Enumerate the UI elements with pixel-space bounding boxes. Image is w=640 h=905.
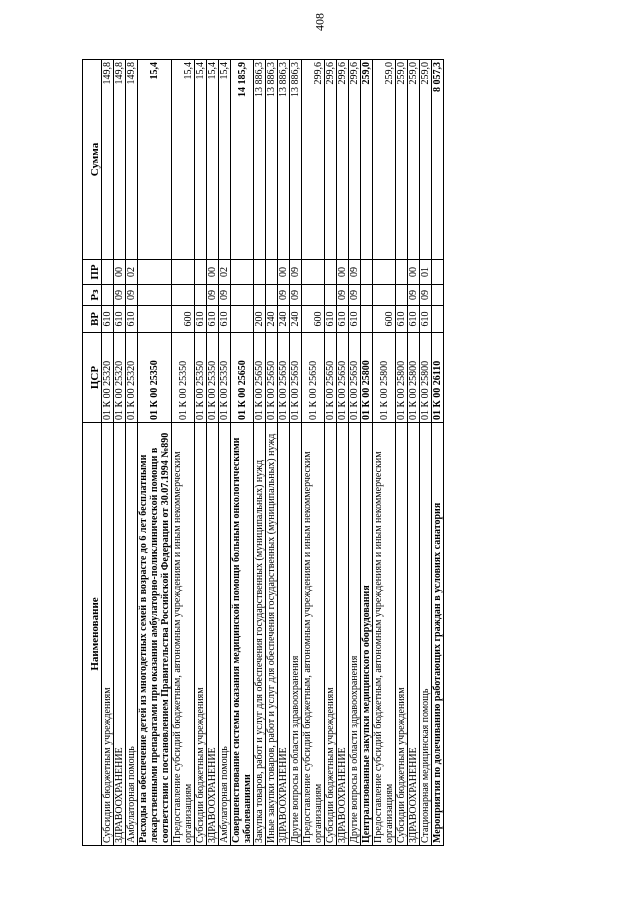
cell-pr bbox=[302, 260, 325, 285]
cell-sum: 15,4 bbox=[195, 60, 207, 260]
cell-vr: 610 bbox=[126, 306, 138, 333]
cell-vr: 610 bbox=[102, 306, 114, 333]
cell-sum: 299,6 bbox=[349, 60, 361, 260]
cell-name: Амбулаторная помощь bbox=[126, 423, 138, 846]
cell-name: Предоставление субсидий бюджетным, автономным учреждениям и иным некоммерческим организациям bbox=[373, 423, 396, 846]
cell-vr: 610 bbox=[349, 306, 361, 333]
cell-rz: 09 bbox=[126, 285, 138, 306]
cell-csr: 01 К 00 25650 bbox=[290, 333, 302, 423]
cell-name: Стационарная медицинская помощь bbox=[420, 423, 432, 846]
header-sum: Сумма bbox=[83, 60, 102, 260]
cell-rz: 09 bbox=[408, 285, 420, 306]
cell-pr bbox=[373, 260, 396, 285]
cell-sum: 13 886,3 bbox=[266, 60, 278, 260]
cell-pr: 00 bbox=[278, 260, 290, 285]
cell-name: Закупка товаров, работ и услуг для обеспечения государственных (муниципальных) нужд bbox=[254, 423, 266, 846]
cell-name: Расходы на обеспечение детей из многодетных семей в возрасте до 6 лет бесплатными лекарственными препаратами при оказании амбулаторно-поликлинической помощи в соответствии с постановлением Правительства Российской Федерации от 30.07.1994 №890 bbox=[138, 423, 172, 846]
cell-rz: 09 bbox=[349, 285, 361, 306]
cell-csr: 01 К 00 25650 bbox=[349, 333, 361, 423]
cell-name: Централизованные закупки медицинского оборудования bbox=[361, 423, 373, 846]
cell-rz: 09 bbox=[290, 285, 302, 306]
table-body bbox=[102, 60, 444, 846]
table-row bbox=[266, 60, 278, 846]
header-pr: ПР bbox=[83, 260, 102, 285]
table-row bbox=[102, 60, 114, 846]
table-row bbox=[254, 60, 266, 846]
cell-sum: 8 057,3 bbox=[432, 60, 444, 260]
cell-rz bbox=[102, 285, 114, 306]
cell-csr: 01 К 00 25650 bbox=[254, 333, 266, 423]
table-row bbox=[219, 60, 231, 846]
cell-name: Мероприятия по долечиванию работающих граждан в условиях санатория bbox=[432, 423, 444, 846]
header-row bbox=[83, 60, 102, 846]
cell-name: ЗДРАВООХРАНЕНИЕ bbox=[114, 423, 126, 846]
cell-rz: 09 bbox=[337, 285, 349, 306]
cell-csr: 01 К 00 25650 bbox=[337, 333, 349, 423]
cell-vr: 600 bbox=[172, 306, 195, 333]
cell-pr bbox=[254, 260, 266, 285]
header-csr: ЦСР bbox=[83, 333, 102, 423]
cell-rz bbox=[432, 285, 444, 306]
table-row bbox=[396, 60, 408, 846]
cell-sum: 13 886,3 bbox=[290, 60, 302, 260]
cell-rz bbox=[325, 285, 337, 306]
cell-pr bbox=[325, 260, 337, 285]
cell-rz bbox=[396, 285, 408, 306]
cell-csr: 01 К 00 25350 bbox=[172, 333, 195, 423]
cell-vr bbox=[231, 306, 254, 333]
cell-sum: 259,0 bbox=[408, 60, 420, 260]
cell-vr bbox=[432, 306, 444, 333]
cell-vr: 610 bbox=[195, 306, 207, 333]
cell-rz: 09 bbox=[278, 285, 290, 306]
cell-rz bbox=[138, 285, 172, 306]
cell-sum: 149,8 bbox=[114, 60, 126, 260]
cell-name: ЗДРАВООХРАНЕНИЕ bbox=[278, 423, 290, 846]
cell-sum: 299,6 bbox=[337, 60, 349, 260]
header-vr: ВР bbox=[83, 306, 102, 333]
cell-vr: 240 bbox=[266, 306, 278, 333]
table-row-section bbox=[432, 60, 444, 846]
cell-name: ЗДРАВООХРАНЕНИЕ bbox=[337, 423, 349, 846]
cell-name: Совершенствование системы оказания медицинской помощи больным онкологическими заболеваниями bbox=[231, 423, 254, 846]
cell-csr: 01 К 00 25800 bbox=[361, 333, 373, 423]
table-row bbox=[126, 60, 138, 846]
table-container bbox=[82, 60, 582, 846]
cell-vr: 200 bbox=[254, 306, 266, 333]
cell-pr: 00 bbox=[114, 260, 126, 285]
cell-pr bbox=[138, 260, 172, 285]
cell-sum: 15,4 bbox=[172, 60, 195, 260]
cell-pr bbox=[195, 260, 207, 285]
cell-name: ЗДРАВООХРАНЕНИЕ bbox=[207, 423, 219, 846]
table-row bbox=[408, 60, 420, 846]
cell-name: Субсидии бюджетным учреждениям bbox=[195, 423, 207, 846]
cell-sum: 14 185,9 bbox=[231, 60, 254, 260]
cell-sum: 13 886,3 bbox=[278, 60, 290, 260]
cell-csr: 01 К 00 25350 bbox=[219, 333, 231, 423]
cell-name: Другие вопросы в области здравоохранения bbox=[290, 423, 302, 846]
cell-sum: 259,0 bbox=[361, 60, 373, 260]
cell-vr: 610 bbox=[325, 306, 337, 333]
table-row bbox=[172, 60, 195, 846]
cell-csr: 01 К 00 25320 bbox=[126, 333, 138, 423]
header-rz: Рз bbox=[83, 285, 102, 306]
cell-sum: 259,0 bbox=[373, 60, 396, 260]
cell-vr bbox=[138, 306, 172, 333]
cell-csr: 01 К 00 25800 bbox=[408, 333, 420, 423]
cell-vr: 240 bbox=[278, 306, 290, 333]
table-row bbox=[420, 60, 432, 846]
cell-csr: 01 К 00 25650 bbox=[302, 333, 325, 423]
cell-name: Предоставление субсидий бюджетным, автономным учреждениям и иным некоммерческим организациям bbox=[172, 423, 195, 846]
cell-rz: 09 bbox=[114, 285, 126, 306]
page-number bbox=[308, 14, 332, 30]
cell-pr bbox=[102, 260, 114, 285]
cell-sum: 15,4 bbox=[138, 60, 172, 260]
cell-rz bbox=[361, 285, 373, 306]
cell-pr: 00 bbox=[408, 260, 420, 285]
cell-sum: 259,0 bbox=[420, 60, 432, 260]
cell-pr: 09 bbox=[349, 260, 361, 285]
cell-rz bbox=[195, 285, 207, 306]
cell-pr: 09 bbox=[290, 260, 302, 285]
cell-vr: 610 bbox=[219, 306, 231, 333]
cell-sum: 149,8 bbox=[102, 60, 114, 260]
cell-csr: 01 К 00 25320 bbox=[102, 333, 114, 423]
cell-pr bbox=[266, 260, 278, 285]
cell-rz bbox=[231, 285, 254, 306]
cell-csr: 01 К 00 25650 bbox=[266, 333, 278, 423]
cell-csr: 01 К 00 25320 bbox=[114, 333, 126, 423]
header-name: Наименование bbox=[83, 423, 102, 846]
cell-pr bbox=[172, 260, 195, 285]
cell-rz: 09 bbox=[420, 285, 432, 306]
cell-csr: 01 К 00 25350 bbox=[195, 333, 207, 423]
cell-name: Другие вопросы в области здравоохранения bbox=[349, 423, 361, 846]
cell-vr: 610 bbox=[114, 306, 126, 333]
table-row bbox=[349, 60, 361, 846]
cell-sum: 259,0 bbox=[396, 60, 408, 260]
cell-vr: 610 bbox=[408, 306, 420, 333]
cell-csr: 01 К 00 25650 bbox=[231, 333, 254, 423]
cell-name: ЗДРАВООХРАНЕНИЕ bbox=[408, 423, 420, 846]
table-row bbox=[373, 60, 396, 846]
cell-pr: 01 bbox=[420, 260, 432, 285]
cell-pr bbox=[396, 260, 408, 285]
table-row bbox=[337, 60, 349, 846]
cell-rz bbox=[373, 285, 396, 306]
cell-csr: 01 К 00 26110 bbox=[432, 333, 444, 423]
cell-vr: 240 bbox=[290, 306, 302, 333]
cell-name: Субсидии бюджетным учреждениям bbox=[396, 423, 408, 846]
cell-pr: 02 bbox=[219, 260, 231, 285]
cell-pr: 02 bbox=[126, 260, 138, 285]
cell-name: Иные закупки товаров, работ и услуг для обеспечения государственных (муниципальных) нужд bbox=[266, 423, 278, 846]
cell-rz bbox=[302, 285, 325, 306]
table-row bbox=[114, 60, 126, 846]
cell-vr: 600 bbox=[302, 306, 325, 333]
cell-vr bbox=[361, 306, 373, 333]
cell-rz bbox=[254, 285, 266, 306]
cell-name: Предоставление субсидий бюджетным, автономным учреждениям и иным некоммерческим организациям bbox=[302, 423, 325, 846]
cell-pr: 00 bbox=[337, 260, 349, 285]
cell-csr: 01 К 00 25650 bbox=[325, 333, 337, 423]
page-number-text: 408 bbox=[312, 13, 327, 31]
budget-table bbox=[82, 59, 444, 846]
cell-name: Амбулаторная помощь bbox=[219, 423, 231, 846]
table-row bbox=[207, 60, 219, 846]
table-row bbox=[325, 60, 337, 846]
table-row bbox=[290, 60, 302, 846]
cell-pr bbox=[361, 260, 373, 285]
cell-sum: 299,6 bbox=[302, 60, 325, 260]
cell-csr: 01 К 00 25350 bbox=[138, 333, 172, 423]
table-row-section bbox=[231, 60, 254, 846]
cell-vr: 610 bbox=[396, 306, 408, 333]
cell-csr: 01 К 00 25800 bbox=[420, 333, 432, 423]
cell-sum: 13 886,3 bbox=[254, 60, 266, 260]
cell-pr bbox=[231, 260, 254, 285]
cell-csr: 01 К 00 25650 bbox=[278, 333, 290, 423]
cell-vr: 610 bbox=[207, 306, 219, 333]
cell-rz: 09 bbox=[219, 285, 231, 306]
cell-rz bbox=[172, 285, 195, 306]
table-row bbox=[195, 60, 207, 846]
cell-vr: 600 bbox=[373, 306, 396, 333]
table-row bbox=[302, 60, 325, 846]
cell-pr: 00 bbox=[207, 260, 219, 285]
cell-pr bbox=[432, 260, 444, 285]
cell-vr: 610 bbox=[420, 306, 432, 333]
cell-sum: 15,4 bbox=[219, 60, 231, 260]
table-row bbox=[278, 60, 290, 846]
cell-rz: 09 bbox=[207, 285, 219, 306]
cell-sum: 299,6 bbox=[325, 60, 337, 260]
cell-csr: 01 К 00 25800 bbox=[373, 333, 396, 423]
table-row-section bbox=[361, 60, 373, 846]
cell-sum: 15,4 bbox=[207, 60, 219, 260]
cell-csr: 01 К 00 25800 bbox=[396, 333, 408, 423]
cell-rz bbox=[266, 285, 278, 306]
table-row-section bbox=[138, 60, 172, 846]
cell-csr: 01 К 00 25350 bbox=[207, 333, 219, 423]
cell-name: Субсидии бюджетным учреждениям bbox=[102, 423, 114, 846]
cell-name: Субсидии бюджетным учреждениям bbox=[325, 423, 337, 846]
cell-vr: 610 bbox=[337, 306, 349, 333]
cell-sum: 149,8 bbox=[126, 60, 138, 260]
